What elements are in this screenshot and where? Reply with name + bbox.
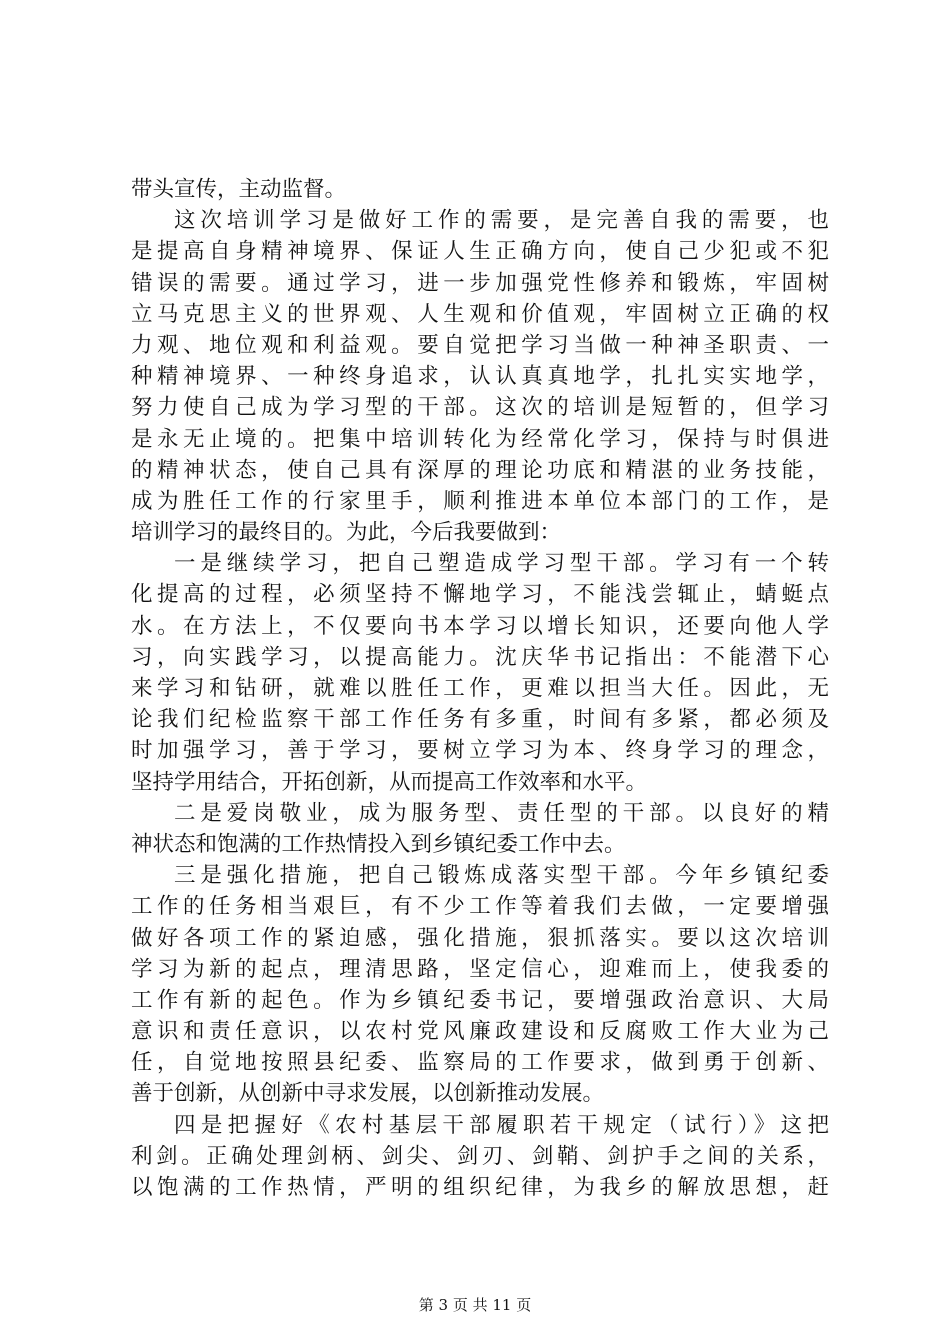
text-line: 努力使自己成为学习型的干部。这次的培训是短暂的，但学习 <box>131 395 829 421</box>
text-line: 培训学习的最终目的。为此，今后我要做到： <box>131 520 562 546</box>
text-line: 学习为新的起点，理清思路，坚定信心，迎难而上，使我委的 <box>131 956 829 982</box>
text-line: 论我们纪检监察干部工作任务有多重，时间有多紧，都必须及 <box>131 707 829 733</box>
text-line: 来学习和钻研，就难以胜任工作，更难以担当大任。因此，无 <box>131 676 829 701</box>
document-body <box>131 174 829 1203</box>
text-line: 善于创新，从创新中寻求发展，以创新推动发展。 <box>131 1081 605 1107</box>
text-line: 种精神境界、一种终身追求，认认真真地学，扎扎实实地学， <box>131 364 829 390</box>
text-line: 化提高的过程，必须坚持不懈地学习，不能浅尝辄止，蜻蜓点 <box>131 582 829 608</box>
text-line: 二是爱岗敬业，成为服务型、责任型的干部。以良好的精 <box>174 800 829 826</box>
text-line: 四是把握好《农村基层干部履职若干规定（试行）》这把 <box>174 1112 829 1138</box>
text-line: 是永无止境的。把集中培训转化为经常化学习，保持与时俱进 <box>131 426 829 452</box>
text-line: 坚持学用结合，开拓创新，从而提高工作效率和水平。 <box>131 769 648 795</box>
text-line: 时加强学习，善于学习，要树立学习为本、终身学习的理念， <box>131 738 829 764</box>
text-line: 的精神状态，使自己具有深厚的理论功底和精湛的业务技能， <box>131 457 829 483</box>
text-line: 任，自觉地按照县纪委、监察局的工作要求，做到勇于创新、 <box>131 1050 829 1076</box>
text-line: 一是继续学习，把自己塑造成学习型干部。学习有一个转 <box>174 551 829 577</box>
text-line: 以饱满的工作热情，严明的组织纪律，为我乡的解放思想，赶 <box>131 1175 829 1200</box>
text-line: 三是强化措施，把自己锻炼成落实型干部。今年乡镇纪委 <box>174 863 829 889</box>
text-line: 利剑。正确处理剑柄、剑尖、剑刃、剑鞘、剑护手之间的关系， <box>131 1143 829 1169</box>
text-line: 做好各项工作的紧迫感，强化措施，狠抓落实。要以这次培训 <box>131 925 829 951</box>
text-line: 是提高自身精神境界、保证人生正确方向，使自己少犯或不犯 <box>131 239 829 265</box>
text-line: 意识和责任意识，以农村党风廉政建设和反腐败工作大业为己 <box>131 1019 829 1045</box>
text-line: 带头宣传，主动监督。 <box>131 177 347 202</box>
text-line: 习，向实践学习，以提高能力。沈庆华书记指出：不能潜下心 <box>131 644 829 670</box>
text-line: 立马克思主义的世界观、人生观和价值观，牢固树立正确的权 <box>131 301 829 327</box>
text-line: 工作的任务相当艰巨，有不少工作等着我们去做，一定要增强 <box>131 894 829 920</box>
text-line: 水。在方法上，不仅要向书本学习以增长知识，还要向他人学 <box>131 613 829 639</box>
text-line: 力观、地位观和利益观。要自觉把学习当做一种神圣职责、一 <box>131 332 829 358</box>
text-line: 这次培训学习是做好工作的需要，是完善自我的需要，也 <box>174 208 829 234</box>
text-line: 错误的需要。通过学习，进一步加强党性修养和锻炼，牢固树 <box>131 270 829 296</box>
page-footer: 第 3 页 共 11 页 <box>418 1296 532 1314</box>
text-line: 工作有新的起色。作为乡镇纪委书记，要增强政治意识、大局 <box>131 987 829 1013</box>
text-line: 成为胜任工作的行家里手，顺利推进本单位本部门的工作，是 <box>131 488 829 514</box>
text-line: 神状态和饱满的工作热情投入到乡镇纪委工作中去。 <box>131 831 626 857</box>
